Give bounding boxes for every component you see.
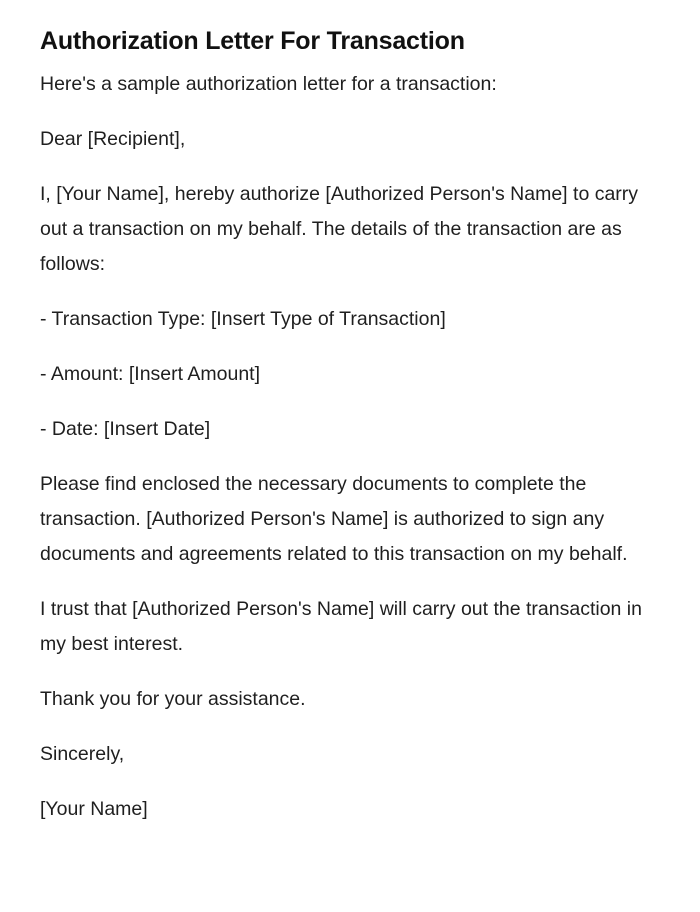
body-paragraph-authorization: I, [Your Name], hereby authorize [Authorized Person's Name] to carry out a transaction on my behalf. The details of the transaction are as follows: xyxy=(40,183,639,275)
body-paragraph-trust: I trust that [Authorized Person's Name] will carry out the transaction in my best interest. xyxy=(40,598,642,655)
detail-amount: - Amount: [Insert Amount] xyxy=(40,363,261,385)
closing: Sincerely, xyxy=(40,743,125,765)
intro-text: Here's a sample authorization letter for a transaction: xyxy=(40,73,497,95)
page-title: Authorization Letter For Transaction xyxy=(40,27,465,55)
thanks-line: Thank you for your assistance. xyxy=(40,688,306,710)
body-paragraph-documents: Please find enclosed the necessary documents to complete the transaction. [Authorized Person's Name] is authorized to sign any documents and agreements related to this transaction on my behalf. xyxy=(40,473,628,565)
salutation: Dear [Recipient], xyxy=(40,128,186,150)
signature-name: [Your Name] xyxy=(40,798,148,820)
detail-date: - Date: [Insert Date] xyxy=(40,418,211,440)
detail-transaction-type: - Transaction Type: [Insert Type of Transaction] xyxy=(40,308,446,330)
